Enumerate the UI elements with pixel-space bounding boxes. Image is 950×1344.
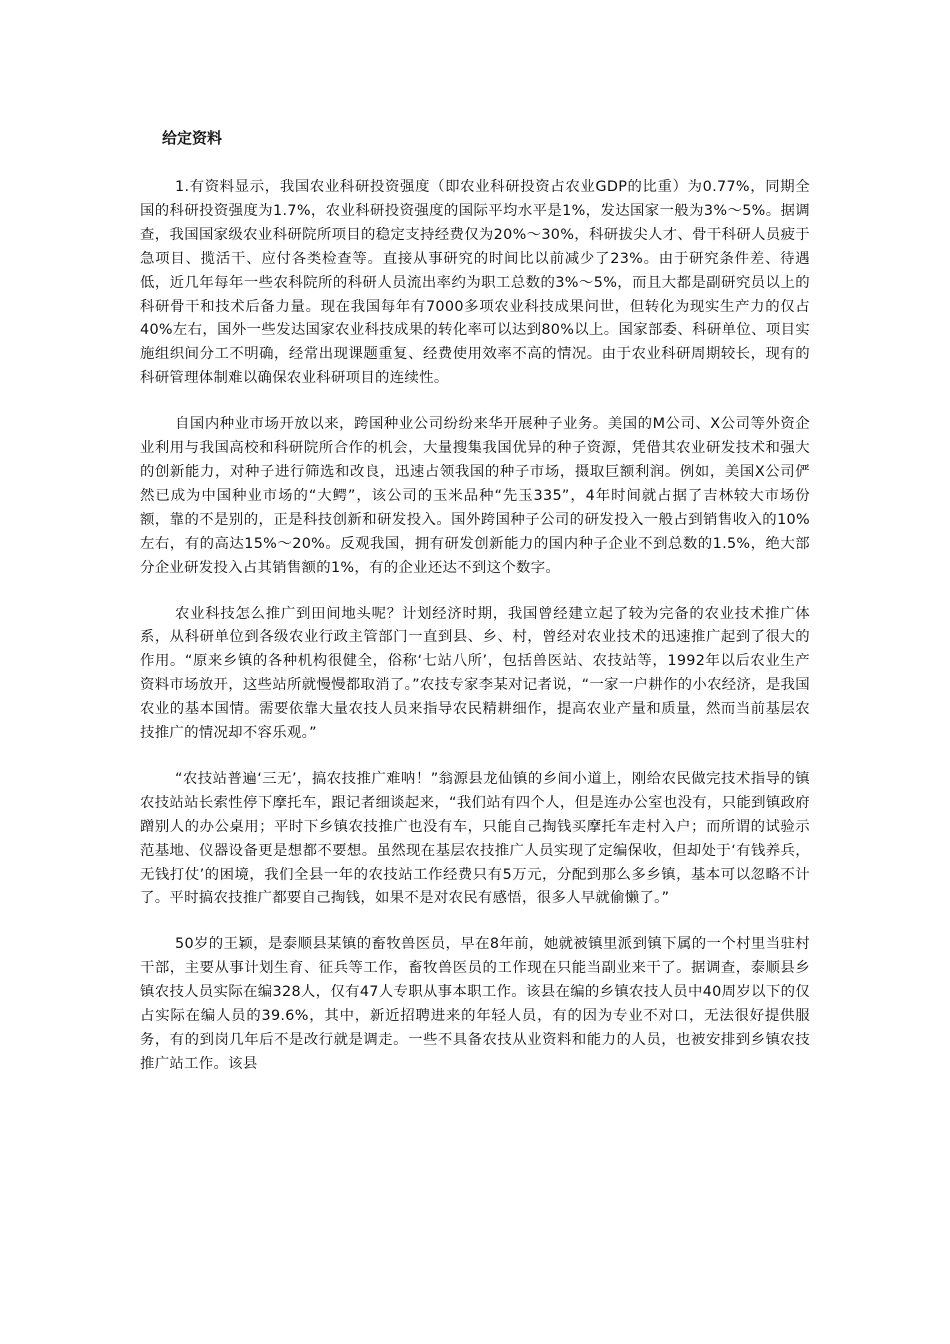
- paragraph-tech-extension: 农业科技怎么推广到田间地头呢？计划经济时期，我国曾经建立起了较为完备的农业技术推广体系，从科研单位到各级农业行政主管部门一直到县、乡、村，曾经对农业技术的迅速推广起到了很大的作用。“原来乡镇的各种机构很健全，俗称‘七站八所’，包括兽医站、农技站等，1992年以后农业生产资料市场放开，这些站所就慢慢都取消了。”农技专家李某对记者说，“一家一户耕作的小农经济，是我国农业的基本国情。需要依靠大量农技人员来指导农民精耕细作，提高农业产量和质量，然而当前基层农技推广的情况却不容乐观。”: [140, 605, 810, 742]
- section-heading: 给定资料: [162, 129, 223, 147]
- document-page: [140, 118, 810, 1099]
- paragraph-research-investment: 1.有资料显示，我国农业科研投资强度（即农业科研投资占农业GDP的比重）为0.77%，同期全国的科研投资强度为1.7%，农业科研投资强度的国际平均水平是1%，发达国家一般为3%～5%。据调查，我国国家级农业科研院所项目的稳定支持经费仅为20%～30%，科研拔尖人才、骨干科研人员疲于急项目、揽活干、应付各类检查等。直接从事研究的时间比以前减少了23%。由于研究条件差、待遇低，近几年每年一些农科院所的科研人员流出率约为职工总数的3%～5%，而且大都是副研究员以上的科研骨干和技术后备力量。现在我国每年有7000多项农业科技成果问世，但转化为现实生产力的仅占40%左右，国外一些发达国家农业科技成果的转化率可以达到80%以上。国家部委、科研单位、项目实施组织间分工不明确，经常出现课题重复、经费使用效率不高的情况。由于农业科研周期较长，现有的科研管理体制难以确保农业科研项目的连续性。: [140, 179, 810, 387]
- paragraph-station-interview: “农技站普遍‘三无’，搞农技推广难呐！”翁源县龙仙镇的乡间小道上，刚给农民做完技术指导的镇农技站站长索性停下摩托车，跟记者细谈起来，“我们站有四个人，但是连办公室也没有，只能到镇政府蹭别人的办公桌用；平时下乡镇农技推广也没有车，只能自己掏钱买摩托车走村入户；而所谓的试验示范基地、仪器设备更是想都不要想。虽然现在基层农技推广人员实现了定编保收，但却处于‘有钱养兵，无钱打仗’的困境，我们全县一年的农技站工作经费只有5万元，分配到那么多乡镇，基本可以忽略不计了。平时搞农技推广都要自己掏钱，如果不是对农民有感悟，很多人早就偷懒了。”: [140, 770, 810, 907]
- paragraph-staff-situation: 50岁的王颖，是泰顺县某镇的畜牧兽医员，早在8年前，她就被镇里派到镇下属的一个村里当驻村干部，主要从事计划生育、征兵等工作，畜牧兽医员的工作现在只能当副业来干了。据调查，泰顺县乡镇农技人员实际在编328人，仅有47人专职从事本职工作。该县在编的乡镇农技人员中40周岁以下的仅占实际在编人员的39.6%，其中，新近招聘进来的年轻人员，有的因为专业不对口，无法很好提供服务，有的到岗几年后不是改行就是调走。一些不具备农技从业资料和能力的人员，也被安排到乡镇农技推广站工作。该县: [140, 936, 810, 1072]
- paragraph-seed-industry: 自国内种业市场开放以来，跨国种业公司纷纷来华开展种子业务。美国的M公司、X公司等外资企业利用与我国高校和科研院所合作的机会，大量搜集我国优异的种子资源，凭借其农业研发技术和强大的创新能力，对种子进行筛选和改良，迅速占领我国的种子市场，摄取巨额利润。例如，美国X公司俨然已成为中国种业市场的“大鳄”，该公司的玉米品种“先玉335”，4年时间就占据了吉林较大市场份额，靠的不是别的，正是科技创新和研发投入。国外跨国种子公司的研发投入一般占到销售收入的10%左右，有的高达15%～20%。反观我国，拥有研发创新能力的国内种子企业不到总数的1.5%，绝大部分企业研发投入占其销售额的1%，有的企业还达不到这个数字。: [140, 416, 810, 576]
